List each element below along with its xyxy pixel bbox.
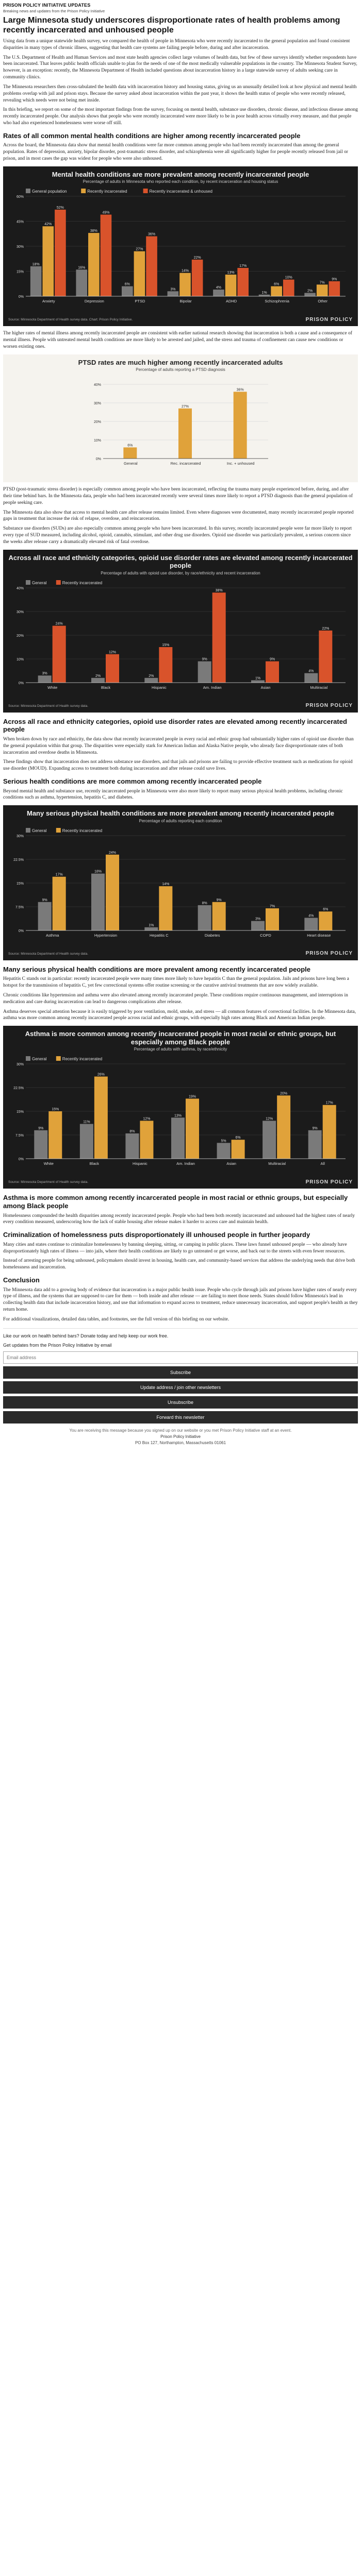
legend-swatch bbox=[56, 580, 61, 585]
chart-title: Mental health conditions are more prevalent among recently incarcerated people bbox=[52, 170, 309, 178]
subscribe-button[interactable]: Subscribe bbox=[3, 1366, 358, 1379]
bar bbox=[53, 625, 66, 682]
bar bbox=[323, 1105, 336, 1159]
bar bbox=[283, 280, 294, 296]
bar bbox=[123, 448, 137, 459]
section-heading-conclusion: Conclusion bbox=[3, 1276, 40, 1284]
data-label: 8% bbox=[129, 1130, 135, 1134]
x-tick-label: Inc. + unhoused bbox=[226, 461, 255, 466]
x-tick-label: White bbox=[47, 685, 58, 690]
data-label: 4% bbox=[216, 286, 222, 290]
legend-swatch bbox=[26, 580, 30, 585]
y-tick-label: 15% bbox=[16, 270, 24, 274]
legend-swatch bbox=[56, 1056, 61, 1061]
x-tick-label: Rec. incarcerated bbox=[170, 461, 201, 466]
bar bbox=[259, 295, 270, 296]
x-tick-label: Depression bbox=[84, 299, 104, 304]
data-label: 19% bbox=[188, 1095, 196, 1099]
y-tick-label: 0% bbox=[18, 1158, 24, 1162]
section-heading-sud: Across all race and ethnicity categories, opioid use disorder rates are elevated among recently incarcerated people bbox=[3, 717, 347, 734]
paragraph: Substance use disorders (SUDs) are also especially common among people who have been incarcerated. In this survey, recently incarcerated people were far more likely to report every type of SUD measured, including alcohol, opioid, cannabis, stimulant, and other drug use disorders. Opioid use disorder was particularly prevalent, a serious concern since the weeks after release carry a dramatically elevated risk of fatal overdose. bbox=[3, 526, 352, 545]
data-label: 6% bbox=[274, 282, 280, 286]
footer-note: You are receiving this message because you signed up on our website or you met Prison Policy Initiative staff at an event. bbox=[69, 1428, 292, 1433]
chart-physical bbox=[3, 805, 358, 960]
legend-label: General bbox=[32, 580, 47, 585]
x-tick-label: Asthma bbox=[45, 933, 59, 938]
y-tick-label: 10% bbox=[93, 439, 101, 443]
data-label: 42% bbox=[44, 223, 52, 227]
paragraph: For additional visualizations, detailed data tables, and footnotes, see the full version of this briefing on our website. bbox=[3, 1316, 229, 1322]
y-tick-label: 10% bbox=[16, 657, 24, 662]
x-tick-label: Asian bbox=[226, 1161, 236, 1166]
y-tick-label: 45% bbox=[16, 220, 24, 224]
bar bbox=[30, 266, 42, 296]
data-label: 6% bbox=[127, 444, 133, 448]
article-title: Large Minnesota study underscores disproportionate rates of health problems among recently incarcerated and unhoused people bbox=[3, 16, 340, 35]
x-tick-label: PTSD bbox=[135, 299, 145, 304]
chart-svg bbox=[10, 187, 351, 316]
chart-subtitle: Percentage of adults with opioid use disorder, by race/ethnicity and recent incarceration bbox=[101, 570, 260, 575]
data-label: 3% bbox=[170, 287, 176, 292]
legend-label: General bbox=[32, 1057, 47, 1062]
chart-opioid bbox=[3, 550, 358, 713]
bar bbox=[186, 1099, 199, 1159]
data-label: 10% bbox=[285, 276, 292, 280]
data-label: 7% bbox=[319, 281, 325, 285]
data-label: 17% bbox=[325, 1101, 333, 1105]
bar bbox=[48, 1111, 62, 1159]
chart-asthma bbox=[3, 1026, 358, 1189]
bar bbox=[134, 251, 145, 296]
bar bbox=[198, 661, 211, 682]
footer-org: Prison Policy Initiative bbox=[160, 1434, 201, 1439]
data-label: 36% bbox=[148, 232, 156, 236]
bar bbox=[38, 675, 52, 683]
bar bbox=[106, 854, 119, 930]
data-label: 4% bbox=[308, 914, 314, 918]
bar bbox=[266, 908, 279, 930]
y-tick-label: 60% bbox=[16, 195, 24, 199]
y-tick-label: 30% bbox=[93, 402, 101, 406]
bar bbox=[140, 1121, 153, 1159]
data-label: 14% bbox=[181, 269, 189, 273]
data-label: 13% bbox=[227, 271, 235, 275]
bar bbox=[198, 905, 211, 930]
bar bbox=[159, 647, 172, 683]
chart-subtitle: Percentage of adults in Minnesota who reported each condition, by recent incarceration and housing status bbox=[83, 179, 278, 184]
chart-title: PTSD rates are much higher among recently incarcerated adults bbox=[78, 358, 283, 366]
bar bbox=[34, 1130, 47, 1159]
data-label: 3% bbox=[255, 917, 261, 921]
bar bbox=[144, 927, 158, 930]
legend-swatch bbox=[143, 189, 148, 193]
data-label: 2% bbox=[307, 289, 313, 293]
chart-title: Across all race and ethnicity categories, opioid use disorder rates are elevated among recently incarcerated people bbox=[8, 553, 353, 570]
bar bbox=[55, 210, 66, 296]
x-tick-label: Hispanic bbox=[151, 685, 167, 690]
paragraph: Homelessness compounded the health disparities among recently incarcerated people. People who had been both recently incarcerated and unhoused had the highest rates of nearly every condition measured, underscoring how the lack of stable housing after release makes it harder to access care and maintain health. bbox=[3, 1213, 355, 1225]
paragraph: The U.S. Department of Health and Human Services and most state health agencies collect large volumes of health data, but few of these surveys identify whether respondents have been incarcerated. That leaves public health officials unable to plan for the needs of one of the most medically vulnerable populations in the country. The Minnesota Student Survey, however, is an exception: recently, the Minnesota Department of Health included questions about incarceration history in a large statewide survey of adults seeking care in community clinics. bbox=[3, 55, 357, 80]
data-label: 3% bbox=[42, 671, 47, 675]
paragraph: Across the board, the Minnesota data show that mental health conditions were far more common among people who had been recently incarcerated than among the general population. Rates of depression, anxiety, bipolar disorder, post-traumatic stress disorder, and schizophrenia were all significantly higher for people recently released from jail or prison, and in most cases the gap was widest for people who were also unhoused. bbox=[3, 143, 348, 162]
email-input[interactable] bbox=[3, 1351, 358, 1364]
data-label: 36% bbox=[236, 388, 244, 392]
data-label: 26% bbox=[97, 1073, 105, 1077]
chart-title: Many serious physical health conditions are more prevalent among recently incarcerated people bbox=[26, 809, 335, 818]
data-label: 24% bbox=[108, 851, 117, 855]
data-label: 5% bbox=[221, 1139, 226, 1143]
data-label: 16% bbox=[78, 266, 86, 270]
chart-subtitle: Percentage of adults reporting each condition bbox=[139, 818, 222, 823]
signup-section bbox=[3, 1328, 358, 1423]
data-label: 38% bbox=[215, 588, 223, 592]
chart-svg bbox=[88, 375, 273, 478]
data-label: 9% bbox=[42, 898, 47, 902]
data-label: 1% bbox=[255, 676, 261, 681]
data-label: 14% bbox=[162, 882, 170, 886]
data-label: 52% bbox=[56, 206, 64, 210]
y-tick-label: 0% bbox=[95, 457, 101, 462]
y-tick-label: 30% bbox=[16, 834, 24, 838]
x-tick-label: Hispanic bbox=[133, 1161, 147, 1166]
signup-prompt: Get updates from the Prison Policy Initiative by email bbox=[3, 1342, 112, 1348]
data-label: 15% bbox=[162, 643, 170, 647]
update-address-button[interactable]: Update address / join other newsletters bbox=[3, 1381, 358, 1394]
bar bbox=[308, 1130, 322, 1159]
signup-intro: Like our work on health behind bars? Donate today and help keep our work free. bbox=[3, 1333, 169, 1338]
y-tick-label: 22.5% bbox=[13, 1087, 24, 1091]
header-kicker: PRISON POLICY INITIATIVE UPDATES bbox=[3, 3, 91, 8]
bar bbox=[329, 281, 340, 296]
bar bbox=[225, 275, 237, 296]
bar bbox=[91, 873, 105, 930]
x-tick-label: Asian bbox=[260, 685, 271, 690]
bar bbox=[171, 1117, 185, 1159]
footer-address: PO Box 127, Northampton, Massachusetts 01061 bbox=[135, 1440, 226, 1445]
data-label: 12% bbox=[143, 1117, 151, 1121]
data-label: 18% bbox=[32, 263, 40, 267]
brand-logo: PRISON POLICY bbox=[305, 316, 353, 323]
y-tick-label: 0% bbox=[18, 929, 24, 933]
unsubscribe-button[interactable]: Unsubscribe bbox=[3, 1396, 358, 1409]
bar bbox=[266, 661, 279, 682]
data-label: 17% bbox=[55, 873, 63, 877]
paragraph: Many cities and states continue to criminalize homelessness by banning sleeping, sitting, or camping in public places. These laws funnel unhoused people — who already have disproportionately high rates of illness — into jails, where their health conditions are likely to go untreated or get worse, and back out to the streets with even fewer resources. bbox=[3, 1242, 347, 1254]
section-heading-physical: Many serious physical health conditions are more prevalent among recently incarcerated people bbox=[3, 965, 311, 973]
paragraph: The Minnesota data also show that access to mental health care after release remains limited. Even where diagnoses were documented, many recently incarcerated people reported gaps in treatment that increase the risk of relapse, overdose, and reincarceration. bbox=[3, 510, 354, 522]
y-tick-label: 15% bbox=[16, 882, 24, 886]
bar bbox=[42, 226, 54, 296]
chart-svg bbox=[10, 1055, 351, 1178]
bar bbox=[38, 902, 52, 930]
y-tick-label: 7.5% bbox=[15, 905, 24, 909]
data-label: 12% bbox=[108, 650, 117, 654]
section-heading-chronic: Serious health conditions are more common among recently incarcerated people bbox=[3, 777, 262, 786]
x-tick-label: COPD bbox=[260, 933, 271, 938]
data-label: 6% bbox=[235, 1136, 241, 1140]
data-label: 18% bbox=[94, 870, 102, 874]
data-label: 27% bbox=[136, 247, 143, 251]
legend-label: General population bbox=[32, 189, 67, 194]
x-tick-label: Bipolar bbox=[179, 299, 192, 304]
data-label: 9% bbox=[332, 278, 337, 282]
legend-swatch bbox=[81, 189, 86, 193]
bar bbox=[125, 1133, 139, 1159]
paragraph: Using data from a unique statewide health survey, we compared the health of people in Minnesota who were recently incarcerated to the general population and found consistent disparities in many types of chronic illness, suggesting that health care systems are failing people before, during and after incarceration. bbox=[3, 39, 350, 50]
y-tick-label: 7.5% bbox=[15, 1134, 24, 1138]
paragraph: Chronic conditions like hypertension and asthma were also elevated among recently incarcerated people. These conditions require continuous management, and interruptions in medication and care during incarceration can lead to dangerous complications after release. bbox=[3, 992, 348, 1005]
bar bbox=[101, 215, 112, 296]
chart-mental-health bbox=[3, 166, 358, 327]
y-tick-label: 30% bbox=[16, 1063, 24, 1067]
legend-label: Recently incarcerated bbox=[62, 1057, 103, 1062]
x-tick-label: Am. Indian bbox=[203, 685, 222, 690]
brand-logo: PRISON POLICY bbox=[305, 1179, 353, 1185]
bar bbox=[80, 1124, 93, 1159]
legend-swatch bbox=[56, 828, 61, 833]
bar bbox=[304, 918, 318, 930]
legend-swatch bbox=[26, 1056, 30, 1061]
bar bbox=[122, 286, 133, 296]
paragraph: Beyond mental health and substance use, recently incarcerated people in Minnesota were also more likely to report many serious physical health problems, including chronic conditions such as asthma, hypertension, hepatitis C, and diabetes. bbox=[3, 788, 343, 801]
chart-note: Source: Minnesota Department of Health survey data. bbox=[8, 704, 88, 708]
data-label: 2% bbox=[95, 674, 101, 678]
data-label: 9% bbox=[269, 657, 275, 662]
bar bbox=[178, 409, 192, 459]
data-label: 4% bbox=[308, 669, 314, 673]
y-tick-label: 20% bbox=[93, 420, 101, 425]
footer bbox=[3, 1428, 358, 1446]
x-tick-label: Hepatitis C bbox=[149, 933, 169, 938]
legend-swatch bbox=[26, 189, 30, 193]
bar bbox=[271, 286, 282, 296]
data-label: 22% bbox=[322, 626, 330, 631]
legend-label: Recently incarcerated bbox=[87, 189, 127, 194]
x-tick-label: Heart disease bbox=[307, 933, 331, 938]
header-subkicker: Breaking news and updates from the Prison Policy Initiative bbox=[3, 9, 105, 14]
bar bbox=[251, 680, 265, 683]
data-label: 1% bbox=[261, 291, 267, 295]
legend-swatch bbox=[26, 828, 30, 833]
x-tick-label: Am. Indian bbox=[176, 1161, 195, 1166]
data-label: 6% bbox=[323, 907, 329, 911]
bar bbox=[237, 268, 249, 296]
y-tick-label: 40% bbox=[16, 586, 24, 590]
data-label: 49% bbox=[102, 211, 110, 215]
data-label: 9% bbox=[216, 898, 222, 902]
paragraph: When broken down by race and ethnicity, the data show that recently incarcerated people in every racial and ethnic group had substantially higher rates of opioid use disorder than the general population within that group. The disparities were especially stark for American Indian and Alaska Native people, who already face disproportionate rates of both incarceration and overdose deaths in Minnesota. bbox=[3, 736, 354, 755]
bar bbox=[251, 921, 265, 930]
chart-svg bbox=[10, 826, 351, 950]
section-heading-mental: Rates of all common mental health conditions are higher among recently incarcerated people bbox=[3, 131, 301, 140]
x-tick-label: Multiracial bbox=[268, 1161, 286, 1166]
bar bbox=[76, 269, 87, 296]
data-label: 9% bbox=[202, 657, 207, 662]
data-label: 7% bbox=[269, 904, 275, 908]
y-tick-label: 15% bbox=[16, 1110, 24, 1114]
y-tick-label: 30% bbox=[16, 245, 24, 249]
paragraph: The higher rates of mental illness among recently incarcerated people are consistent with earlier national research showing that incarceration is both a cause and a consequence of mental illness. People with untreated mental health conditions are more likely to be arrested and jailed, and the stress and trauma of confinement can cause new conditions or worsen existing ones. bbox=[3, 331, 352, 349]
bar bbox=[304, 293, 316, 296]
bar bbox=[192, 260, 203, 296]
x-tick-label: Diabetes bbox=[204, 933, 220, 938]
y-tick-label: 30% bbox=[16, 610, 24, 614]
data-label: 13% bbox=[174, 1114, 182, 1118]
section-heading-criminalization: Criminalization of homelessness puts disproportionately ill unhoused people in further jeopardy bbox=[3, 1231, 310, 1239]
bar bbox=[232, 1140, 245, 1159]
bar bbox=[179, 273, 191, 296]
bar bbox=[159, 886, 172, 930]
x-tick-label: Anxiety bbox=[42, 299, 55, 304]
data-label: 20% bbox=[280, 1092, 288, 1096]
legend-label: General bbox=[32, 828, 47, 833]
bar bbox=[304, 673, 318, 682]
paragraph: PTSD (post-traumatic stress disorder) is especially common among people who have been incarcerated, reflecting the trauma many people experienced before, during, and after their time behind bars. In the Minnesota data, people who had been incarcerated recently were several times more likely to report a PTSD diagnosis than the general population of people seeking care. bbox=[3, 487, 353, 505]
x-tick-label: Black bbox=[101, 685, 111, 690]
bar bbox=[94, 1077, 108, 1159]
chart-subtitle: Percentage of adults with asthma, by race/ethnicity bbox=[134, 1047, 227, 1052]
x-tick-label: Hypertension bbox=[94, 933, 118, 938]
paragraph: Instead of arresting people for being unhoused, policymakers should invest in housing, health care, and community-based services that address the underlying needs that drive both homelessness and incarceration. bbox=[3, 1258, 355, 1270]
brand-logo: PRISON POLICY bbox=[305, 703, 353, 709]
paragraph: In this briefing, we report on some of the most important findings from the survey, focusing on mental health, substance use disorders, chronic disease, and infectious disease among recently incarcerated people. Our analysis shows that people who were recently incarcerated were more likely to be in poor health across virtually every measure, and that people who had also experienced homelessness were worse off still. bbox=[3, 107, 358, 126]
x-tick-label: Black bbox=[89, 1161, 100, 1166]
x-tick-label: Other bbox=[318, 299, 328, 304]
forward-button[interactable]: Forward this newsletter bbox=[3, 1411, 358, 1423]
data-label: 8% bbox=[202, 901, 207, 905]
x-tick-label: General bbox=[123, 461, 138, 466]
paragraph: Asthma deserves special attention because it is easily triggered by poor ventilation, mold, smoke, and stress — all common features of correctional facilities. In the Minnesota data, asthma was more common among recently incarcerated people across racial and ethnic groups, with especially high rates among Black and American Indian people. bbox=[3, 1009, 356, 1021]
data-label: 17% bbox=[239, 264, 247, 268]
x-tick-label: ADHD bbox=[225, 299, 237, 304]
data-label: 12% bbox=[266, 1117, 273, 1121]
data-label: 15% bbox=[52, 1108, 59, 1112]
bar bbox=[262, 1121, 276, 1159]
y-tick-label: 0% bbox=[18, 295, 24, 299]
chart-note: Source: Minnesota Department of Health survey data. bbox=[8, 1180, 88, 1184]
data-label: 27% bbox=[181, 404, 189, 409]
y-tick-label: 40% bbox=[93, 383, 101, 387]
bar bbox=[106, 654, 119, 682]
bar bbox=[319, 911, 332, 930]
data-label: 9% bbox=[312, 1127, 318, 1131]
section-heading-asthma: Asthma is more common among recently incarcerated people in most racial or ethnic groups, but especially among Black people bbox=[3, 1194, 348, 1210]
bar bbox=[319, 630, 332, 682]
bar bbox=[234, 392, 247, 459]
chart-note: Source: Minnesota Department of Health survey data. bbox=[8, 952, 88, 956]
bar bbox=[212, 592, 226, 683]
paragraph: The Minnesota data add to a growing body of evidence that incarceration is a major public health issue. People who cycle through jails and prisons have higher rates of nearly every type of illness, and the systems that are supposed to care for them — both inside and after release — are failing to meet those needs. States should follow Minnesota's lead in collecting health data that include incarceration history, and use that information to expand access to treatment, reduce unnecessary incarceration, and support people's health as they return home. bbox=[3, 1287, 358, 1313]
bar bbox=[212, 902, 226, 930]
chart-subtitle: Percentage of adults reporting a PTSD diagnosis bbox=[136, 367, 225, 372]
data-label: 38% bbox=[90, 229, 97, 233]
bar bbox=[168, 292, 179, 297]
data-label: 11% bbox=[83, 1120, 90, 1124]
data-label: 6% bbox=[124, 282, 130, 286]
chart-ptsd bbox=[3, 354, 358, 482]
y-tick-label: 20% bbox=[16, 634, 24, 638]
x-tick-label: Schizophrenia bbox=[265, 299, 289, 304]
bar bbox=[277, 1096, 290, 1159]
x-tick-label: White bbox=[43, 1161, 54, 1166]
data-label: 2% bbox=[149, 674, 154, 678]
bar bbox=[146, 236, 157, 296]
paragraph: The Minnesota researchers then cross-tabulated the health data with incarceration history and housing status, giving us an unusually detailed look at how physical and mental health problems overlap with jail and prison stays. Because the survey asked about incarceration within the past year, it shows the health status of people who were recently released, revealing which needs were not being met inside. bbox=[3, 84, 357, 103]
chart-note: Source: Minnesota Department of Health survey data. Chart: Prison Policy Initiative. bbox=[8, 318, 133, 322]
data-label: 9% bbox=[38, 1127, 44, 1131]
y-tick-label: 0% bbox=[18, 681, 24, 685]
paragraph: Hepatitis C stands out in particular: recently incarcerated people were many times more likely to have hepatitis C than the general population. Jails and prisons have long been a hotspot for the transmission of hepatitis C, yet few correctional systems offer routine screening or the curative antiviral treatments that are now widely available. bbox=[3, 976, 349, 989]
bar bbox=[88, 233, 100, 296]
data-label: 22% bbox=[193, 256, 201, 260]
data-label: 24% bbox=[55, 622, 63, 626]
bar bbox=[144, 677, 158, 682]
paragraph: These findings show that incarceration does not address substance use disorders, and that jails and prisons are failing to provide effective treatment such as medications for opioid use disorder (MOUD). Expanding access to treatment both during incarceration and after release could save lives. bbox=[3, 759, 353, 772]
bar bbox=[91, 677, 105, 682]
bar bbox=[317, 285, 328, 297]
chart-title: Asthma is more common among recently incarcerated people in most racial or ethnic groups, but especially among Black people bbox=[25, 1030, 336, 1046]
x-tick-label: Multiracial bbox=[310, 685, 328, 690]
x-tick-label: All bbox=[320, 1161, 325, 1166]
bar bbox=[53, 876, 66, 930]
chart-svg bbox=[10, 579, 351, 702]
data-label: 1% bbox=[149, 923, 154, 927]
bar bbox=[213, 290, 224, 296]
y-tick-label: 22.5% bbox=[13, 858, 24, 862]
legend-label: Recently incarcerated bbox=[62, 580, 103, 585]
legend-label: Recently incarcerated bbox=[62, 828, 103, 833]
bar bbox=[217, 1143, 231, 1159]
legend-label: Recently incarcerated & unhoused bbox=[149, 189, 212, 194]
brand-logo: PRISON POLICY bbox=[305, 951, 353, 957]
